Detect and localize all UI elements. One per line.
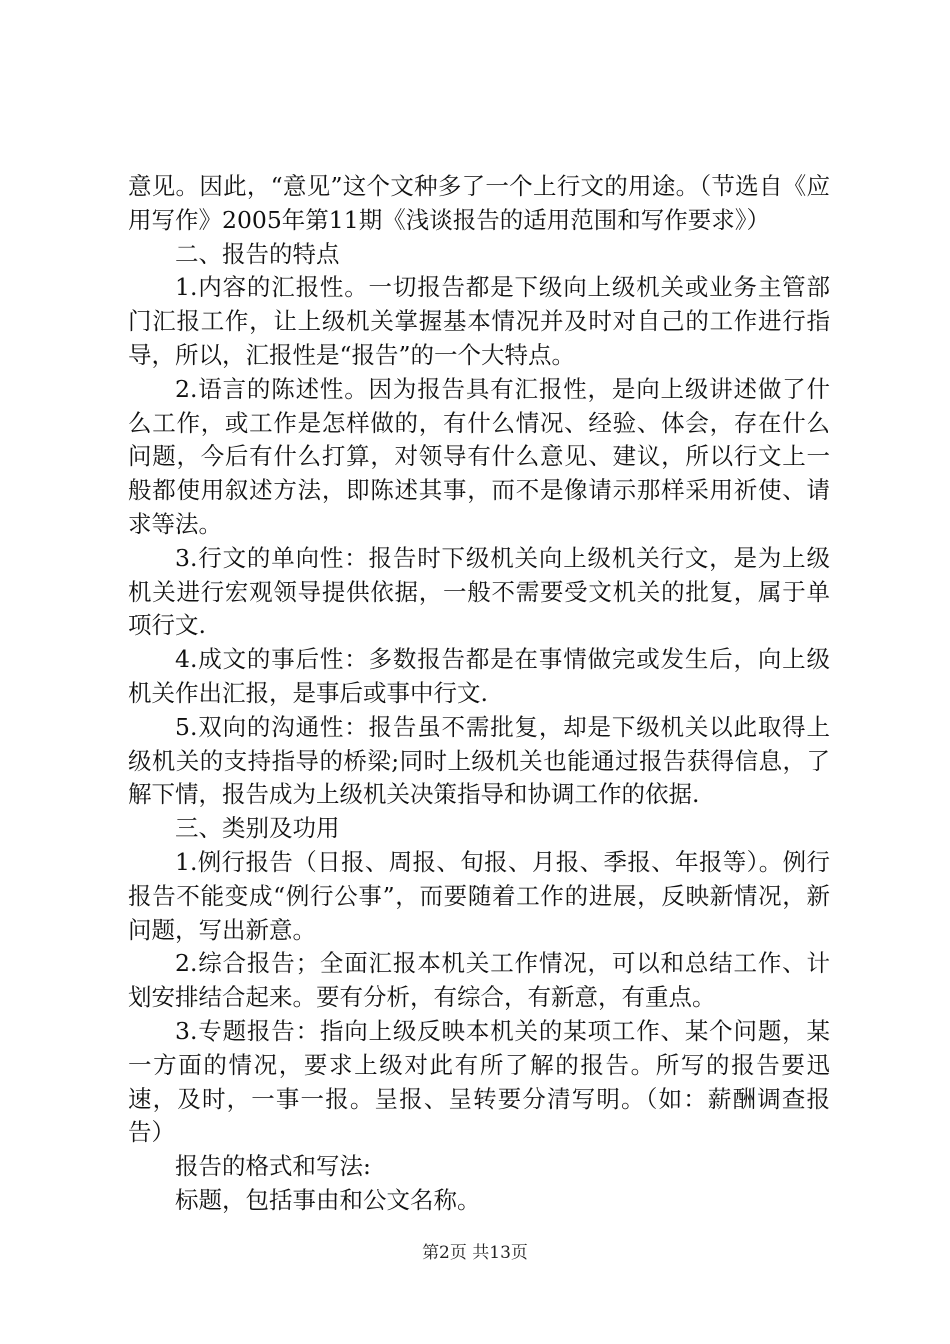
paragraph-category-3: 3.专题报告：指向上级反映本机关的某项工作、某个问题，某一方面的情况，要求上级对此有所了解的报告。所写的报告要迅速，及时，一事一报。呈报、呈转要分清写明。（如：薪酬调查报告） [128,1016,830,1147]
paragraph-category-2: 2.综合报告；全面汇报本机关工作情况，可以和总结工作、计划安排结合起来。要有分析，有综合，有新意，有重点。 [128,949,830,1012]
page-number-label: 第2页 共13页 [422,1243,528,1263]
paragraph-feature-2: 2.语言的陈述性。因为报告具有汇报性，是向上级讲述做了什么工作，或工作是怎样做的，有什么情况、经验、体会，存在什么问题，今后有什么打算，对领导有什么意见、建议，所以行文上一般都使用叙述方法，即陈述其事，而不是像请示那样采用祈使、请求等法。 [128,374,830,538]
paragraph-feature-3: 3.行文的单向性：报告时下级机关向上级机关行文，是为上级机关进行宏观领导提供依据，一般不需要受文机关的批复，属于单项行文. [128,543,830,640]
paragraph-feature-5: 5.双向的沟通性：报告虽不需批复，却是下级机关以此取得上级机关的支持指导的桥梁;同时上级机关也能通过报告获得信息，了解下情，报告成为上级机关决策指导和协调工作的依据. [128,712,830,809]
paragraph-feature-1: 1.内容的汇报性。一切报告都是下级向上级机关或业务主管部门汇报工作，让上级机关掌握基本情况并及时对自己的工作进行指导，所以，汇报性是“报告”的一个大特点。 [128,273,830,369]
paragraph-title-rule: 标题，包括事由和公文名称。 [175,1185,481,1214]
paragraph-category-1: 1.例行报告（日报、周报、旬报、月报、季报、年报等）。例行报告不能变成“例行公事”，而要随着工作的进展，反映新情况，新问题，写出新意。 [128,847,830,944]
paragraph-feature-4: 4.成文的事后性：多数报告都是在事情做完或发生后，向上级机关作出汇报，是事后或事中行文. [128,645,830,707]
section-heading-features: 二、报告的特点 [175,239,340,268]
section-heading-categories: 三、类别及功用 [175,814,340,843]
paragraph-excerpt-source: 意见。因此，“意见”这个文种多了一个上行文的用途。（节选自《应用写作》2005年第11期《浅谈报告的适用范围和写作要求》） [128,172,830,234]
paragraph-format-heading: 报告的格式和写法: [175,1152,371,1181]
document-body [128,170,830,1218]
page-footer [0,1242,950,1264]
